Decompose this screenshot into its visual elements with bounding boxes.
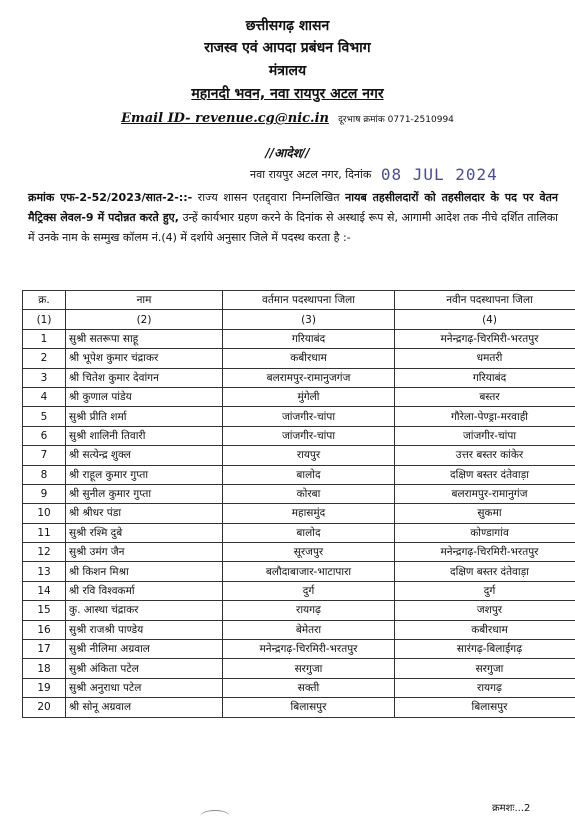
row-new-district: सारंगढ़-बिलाईगढ़ bbox=[395, 640, 575, 659]
table-row bbox=[23, 407, 575, 426]
row-serial: 19 bbox=[23, 678, 66, 697]
table-row bbox=[23, 484, 575, 503]
table-row bbox=[23, 426, 575, 445]
row-current-district: गरियाबंद bbox=[223, 329, 395, 348]
order-title: //आदेश// bbox=[265, 146, 310, 160]
row-new-district: मनेन्द्रगढ़-चिरमिरी-भरतपुर bbox=[395, 329, 575, 348]
row-serial: 4 bbox=[23, 387, 66, 406]
table-row bbox=[23, 523, 575, 542]
row-serial: 20 bbox=[23, 698, 66, 717]
paragraph-bold-text: नायब तहसीलदारों को तहसीलदार के पद पर वेतन मैट्रिक्स लेवल-9 में पदोन्नत करते हुए, bbox=[28, 191, 558, 224]
row-new-district: धमतरी bbox=[395, 349, 575, 368]
phone-number: दूरभाष क्रमांक 0771-2510994 bbox=[338, 115, 454, 125]
table-colnum-row bbox=[23, 310, 575, 329]
row-name: सुश्री राजश्री पाण्डेय bbox=[66, 620, 223, 639]
row-new-district: जशपुर bbox=[395, 601, 575, 620]
row-name: सुश्री उमंग जैन bbox=[66, 543, 223, 562]
row-name: श्री कुणाल पांडेय bbox=[66, 387, 223, 406]
row-new-district: गरियाबंद bbox=[395, 368, 575, 387]
table-header-row bbox=[23, 291, 575, 310]
paragraph-text-1: राज्य शासन एतद्द्वारा निम्नलिखित bbox=[197, 191, 340, 204]
row-new-district: दक्षिण बस्तर दंतेवाड़ा bbox=[395, 465, 575, 484]
row-current-district: सरगुजा bbox=[223, 659, 395, 678]
header-name: नाम bbox=[66, 291, 223, 310]
table-row bbox=[23, 678, 575, 697]
row-serial: 15 bbox=[23, 601, 66, 620]
row-current-district: बेमेतरा bbox=[223, 620, 395, 639]
row-name: श्री चितेश कुमार देवांगन bbox=[66, 368, 223, 387]
table-row bbox=[23, 465, 575, 484]
row-current-district: मुंगेली bbox=[223, 387, 395, 406]
paragraph-text-2: उन्हें कार्यभार ग्रहण करने के दिनांक से अस्थाई रूप से, आगामी आदेश तक नीचे दर्शित तालिका में उनके नाम के सम्मुख कॉलम नं.(4) में दर्शाये अनुसार जिले में पदस्थ करता है :- bbox=[28, 211, 559, 244]
row-name: सुश्री प्रीति शर्मा bbox=[66, 407, 223, 426]
table-row bbox=[23, 562, 575, 581]
row-serial: 8 bbox=[23, 465, 66, 484]
order-paragraph bbox=[28, 188, 558, 248]
row-current-district: सक्ती bbox=[223, 678, 395, 697]
table-row bbox=[23, 601, 575, 620]
row-serial: 18 bbox=[23, 659, 66, 678]
table-row bbox=[23, 387, 575, 406]
posting-table bbox=[22, 290, 575, 718]
row-serial: 13 bbox=[23, 562, 66, 581]
row-serial: 3 bbox=[23, 368, 66, 387]
row-new-district: उत्तर बस्तर कांकेर bbox=[395, 446, 575, 465]
email-address[interactable]: Email ID- revenue.cg@nic.in bbox=[121, 111, 329, 126]
row-serial: 12 bbox=[23, 543, 66, 562]
table-row bbox=[23, 329, 575, 348]
row-serial: 11 bbox=[23, 523, 66, 542]
header-new-district: नवीन पदस्थापना जिला bbox=[395, 291, 575, 310]
row-serial: 10 bbox=[23, 504, 66, 523]
row-name: श्री राहूल कुमार गुप्ता bbox=[66, 465, 223, 484]
row-name: श्री किशन मिश्रा bbox=[66, 562, 223, 581]
row-serial: 6 bbox=[23, 426, 66, 445]
row-serial: 16 bbox=[23, 620, 66, 639]
colnum-4: (4) bbox=[395, 310, 575, 329]
row-new-district: कोण्डागांव bbox=[395, 523, 575, 542]
colnum-1: (1) bbox=[23, 310, 66, 329]
row-serial: 7 bbox=[23, 446, 66, 465]
row-serial: 2 bbox=[23, 349, 66, 368]
row-name: सुश्री रश्मि दुबे bbox=[66, 523, 223, 542]
row-new-district: सरगुजा bbox=[395, 659, 575, 678]
row-current-district: कबीरधाम bbox=[223, 349, 395, 368]
reference-number: क्रमांक एफ-2-52/2023/सात-2-::- bbox=[28, 191, 193, 204]
row-current-district: दुर्ग bbox=[223, 581, 395, 600]
row-new-district: सुकमा bbox=[395, 504, 575, 523]
row-current-district: बलौदाबाजार-भाटापारा bbox=[223, 562, 395, 581]
row-current-district: महासमुंद bbox=[223, 504, 395, 523]
row-serial: 5 bbox=[23, 407, 66, 426]
continued-marker: क्रमशः...2 bbox=[492, 803, 531, 814]
table-row bbox=[23, 349, 575, 368]
table-row bbox=[23, 368, 575, 387]
row-current-district: मनेन्द्रगढ़-चिरमिरी-भरतपुर bbox=[223, 640, 395, 659]
row-serial: 14 bbox=[23, 581, 66, 600]
table-row bbox=[23, 504, 575, 523]
row-current-district: बलरामपुर-रामानुजगंज bbox=[223, 368, 395, 387]
row-name: सुश्री सतरूपा साहू bbox=[66, 329, 223, 348]
row-current-district: जांजगीर-चांपा bbox=[223, 407, 395, 426]
table-row bbox=[23, 698, 575, 717]
department-title: राजस्व एवं आपदा प्रबंधन विभाग bbox=[204, 40, 371, 56]
address-line: महानदी भवन, नवा रायपुर अटल नगर bbox=[191, 86, 384, 102]
row-new-district: रायगढ़ bbox=[395, 678, 575, 697]
row-new-district: बिलासपुर bbox=[395, 698, 575, 717]
date-line bbox=[250, 163, 498, 182]
date-stamp: 08 JUL 2024 bbox=[380, 165, 498, 184]
table-row bbox=[23, 659, 575, 678]
row-name: श्री सत्येन्द्र शुक्ल bbox=[66, 446, 223, 465]
row-name: सुश्री शालिनी तिवारी bbox=[66, 426, 223, 445]
table-row bbox=[23, 581, 575, 600]
row-name: श्री भूपेश कुमार चंद्राकर bbox=[66, 349, 223, 368]
row-new-district: बलरामपुर-रामानुगंज bbox=[395, 484, 575, 503]
row-current-district: बालोद bbox=[223, 465, 395, 484]
row-serial: 1 bbox=[23, 329, 66, 348]
header-current-district: वर्तमान पदस्थापना जिला bbox=[223, 291, 395, 310]
table-row bbox=[23, 543, 575, 562]
row-current-district: रायपुर bbox=[223, 446, 395, 465]
table-row bbox=[23, 620, 575, 639]
row-current-district: कोरबा bbox=[223, 484, 395, 503]
ministry-title: मंत्रालय bbox=[268, 63, 307, 79]
row-new-district: गौरेला-पेण्ड्रा-मरवाही bbox=[395, 407, 575, 426]
row-new-district: बस्तर bbox=[395, 387, 575, 406]
row-new-district: दुर्ग bbox=[395, 581, 575, 600]
row-name: कु. आस्था चंद्राकर bbox=[66, 601, 223, 620]
row-name: सुश्री अंकिता पटेल bbox=[66, 659, 223, 678]
table-row bbox=[23, 640, 575, 659]
row-name: सुश्री अनुराधा पटेल bbox=[66, 678, 223, 697]
row-name: श्री रवि विश्वकर्मा bbox=[66, 581, 223, 600]
table-row bbox=[23, 446, 575, 465]
colnum-3: (3) bbox=[223, 310, 395, 329]
row-new-district: मनेन्द्रगढ़-चिरमिरी-भरतपुर bbox=[395, 543, 575, 562]
row-serial: 9 bbox=[23, 484, 66, 503]
row-current-district: जांजगीर-चांपा bbox=[223, 426, 395, 445]
row-name: श्री श्रीधर पंडा bbox=[66, 504, 223, 523]
govt-title: छत्तीसगढ़ शासन bbox=[245, 18, 330, 34]
row-new-district: कबीरधाम bbox=[395, 620, 575, 639]
row-current-district: बालोद bbox=[223, 523, 395, 542]
place-date-label: नवा रायपुर अटल नगर, दिनांक bbox=[250, 168, 372, 181]
row-new-district: जांजगीर-चांपा bbox=[395, 426, 575, 445]
signature-mark bbox=[200, 810, 230, 823]
row-name: श्री सोनू अग्रवाल bbox=[66, 698, 223, 717]
row-name: श्री सुनील कुमार गुप्ता bbox=[66, 484, 223, 503]
colnum-2: (2) bbox=[66, 310, 223, 329]
row-new-district: दक्षिण बस्तर दंतेवाड़ा bbox=[395, 562, 575, 581]
row-current-district: बिलासपुर bbox=[223, 698, 395, 717]
row-name: सुश्री नीलिमा अग्रवाल bbox=[66, 640, 223, 659]
row-current-district: रायगढ़ bbox=[223, 601, 395, 620]
header-serial: क्र. bbox=[23, 291, 66, 310]
contact-line bbox=[0, 107, 575, 126]
row-current-district: सूरजपुर bbox=[223, 543, 395, 562]
row-serial: 17 bbox=[23, 640, 66, 659]
